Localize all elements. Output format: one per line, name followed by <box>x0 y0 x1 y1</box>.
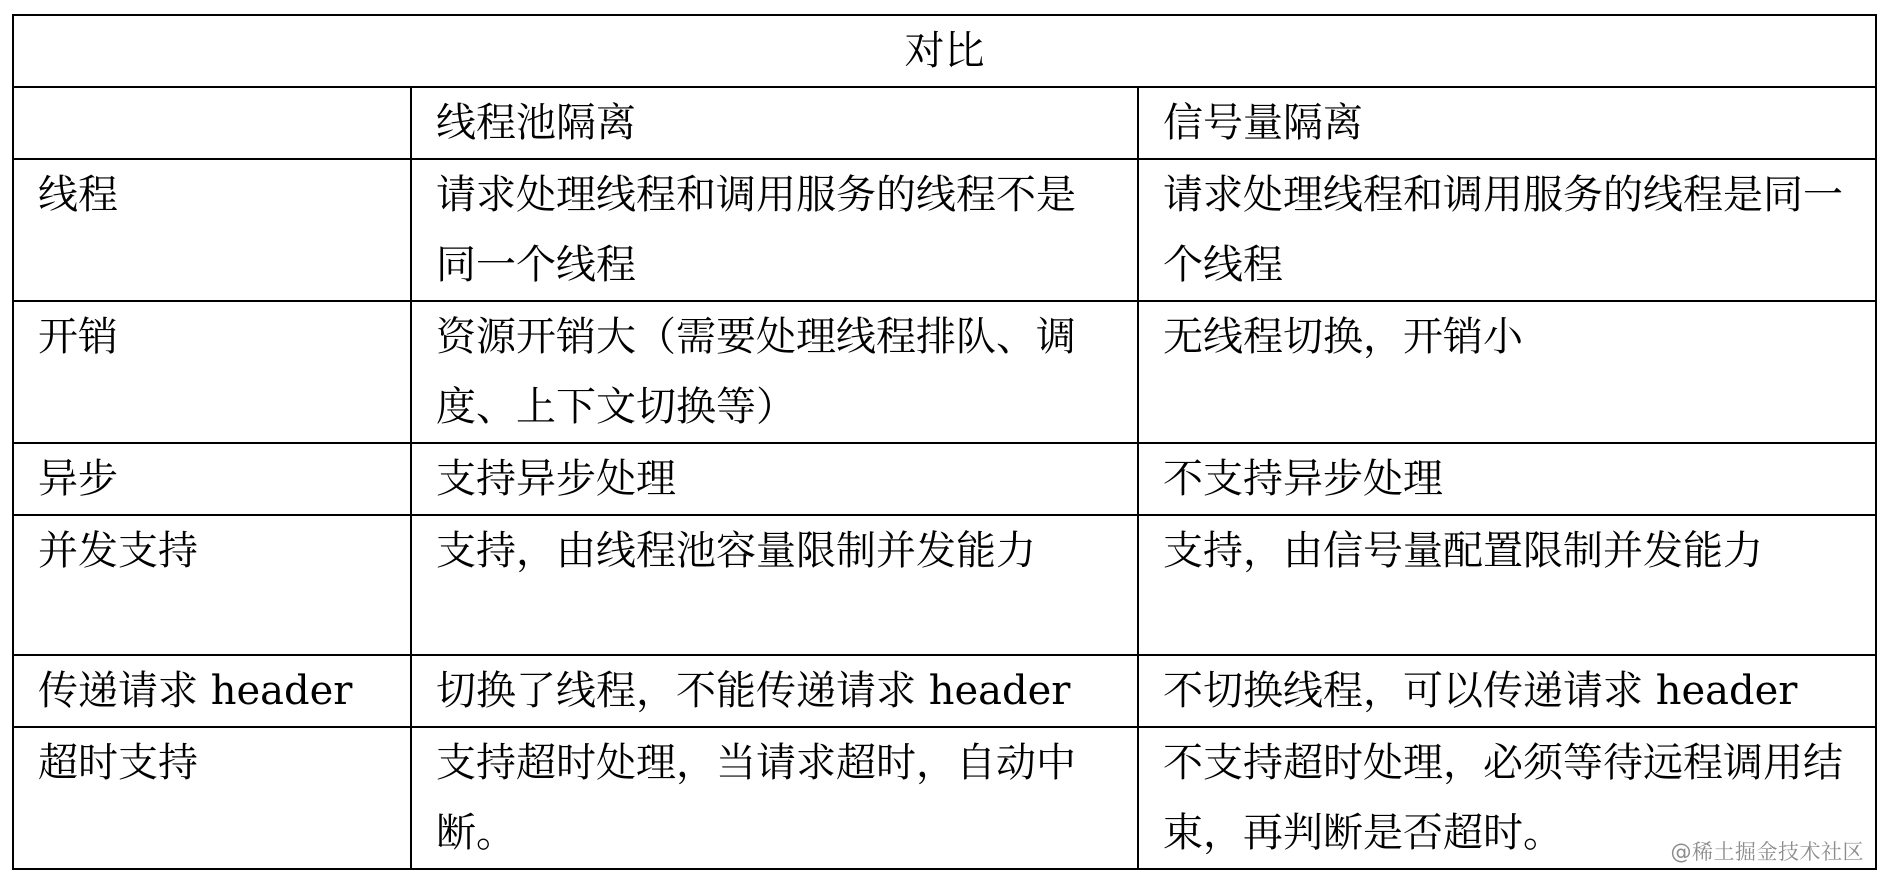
row-label: 异步 <box>13 443 411 515</box>
title-row <box>13 15 1876 87</box>
semaphore-cell: 支持，由信号量配置限制并发能力 <box>1138 515 1876 655</box>
row-label: 线程 <box>13 159 411 301</box>
semaphore-cell: 不支持超时处理，必须等待远程调用结束，再判断是否超时。 <box>1138 727 1876 869</box>
thread-pool-cell: 切换了线程，不能传递请求 header <box>411 655 1138 727</box>
semaphore-cell: 不支持异步处理 <box>1138 443 1876 515</box>
semaphore-cell: 不切换线程，可以传递请求 header <box>1138 655 1876 727</box>
row-label: 开销 <box>13 301 411 443</box>
thread-pool-cell: 支持异步处理 <box>411 443 1138 515</box>
thread-pool-cell: 支持，由线程池容量限制并发能力 <box>411 515 1138 655</box>
table-row <box>13 301 1876 443</box>
header-cell-thread-pool: 线程池隔离 <box>411 87 1138 159</box>
watermark: @稀土掘金技术社区 <box>1670 840 1864 864</box>
semaphore-cell: 无线程切换，开销小 <box>1138 301 1876 443</box>
table-row <box>13 515 1876 655</box>
row-label: 超时支持 <box>13 727 411 869</box>
thread-pool-cell: 请求处理线程和调用服务的线程不是同一个线程 <box>411 159 1138 301</box>
header-row <box>13 87 1876 159</box>
thread-pool-cell: 支持超时处理，当请求超时，自动中断。 <box>411 727 1138 869</box>
table-row <box>13 727 1876 869</box>
thread-pool-cell: 资源开销大（需要处理线程排队、调度、上下文切换等） <box>411 301 1138 443</box>
header-cell-semaphore: 信号量隔离 <box>1138 87 1876 159</box>
table-row <box>13 443 1876 515</box>
semaphore-cell: 请求处理线程和调用服务的线程是同一个线程 <box>1138 159 1876 301</box>
table-title: 对比 <box>13 15 1876 87</box>
header-cell-empty <box>13 87 411 159</box>
comparison-table <box>12 14 1877 870</box>
table-row <box>13 655 1876 727</box>
row-label: 并发支持 <box>13 515 411 655</box>
row-label: 传递请求 header <box>13 655 411 727</box>
table-row <box>13 159 1876 301</box>
